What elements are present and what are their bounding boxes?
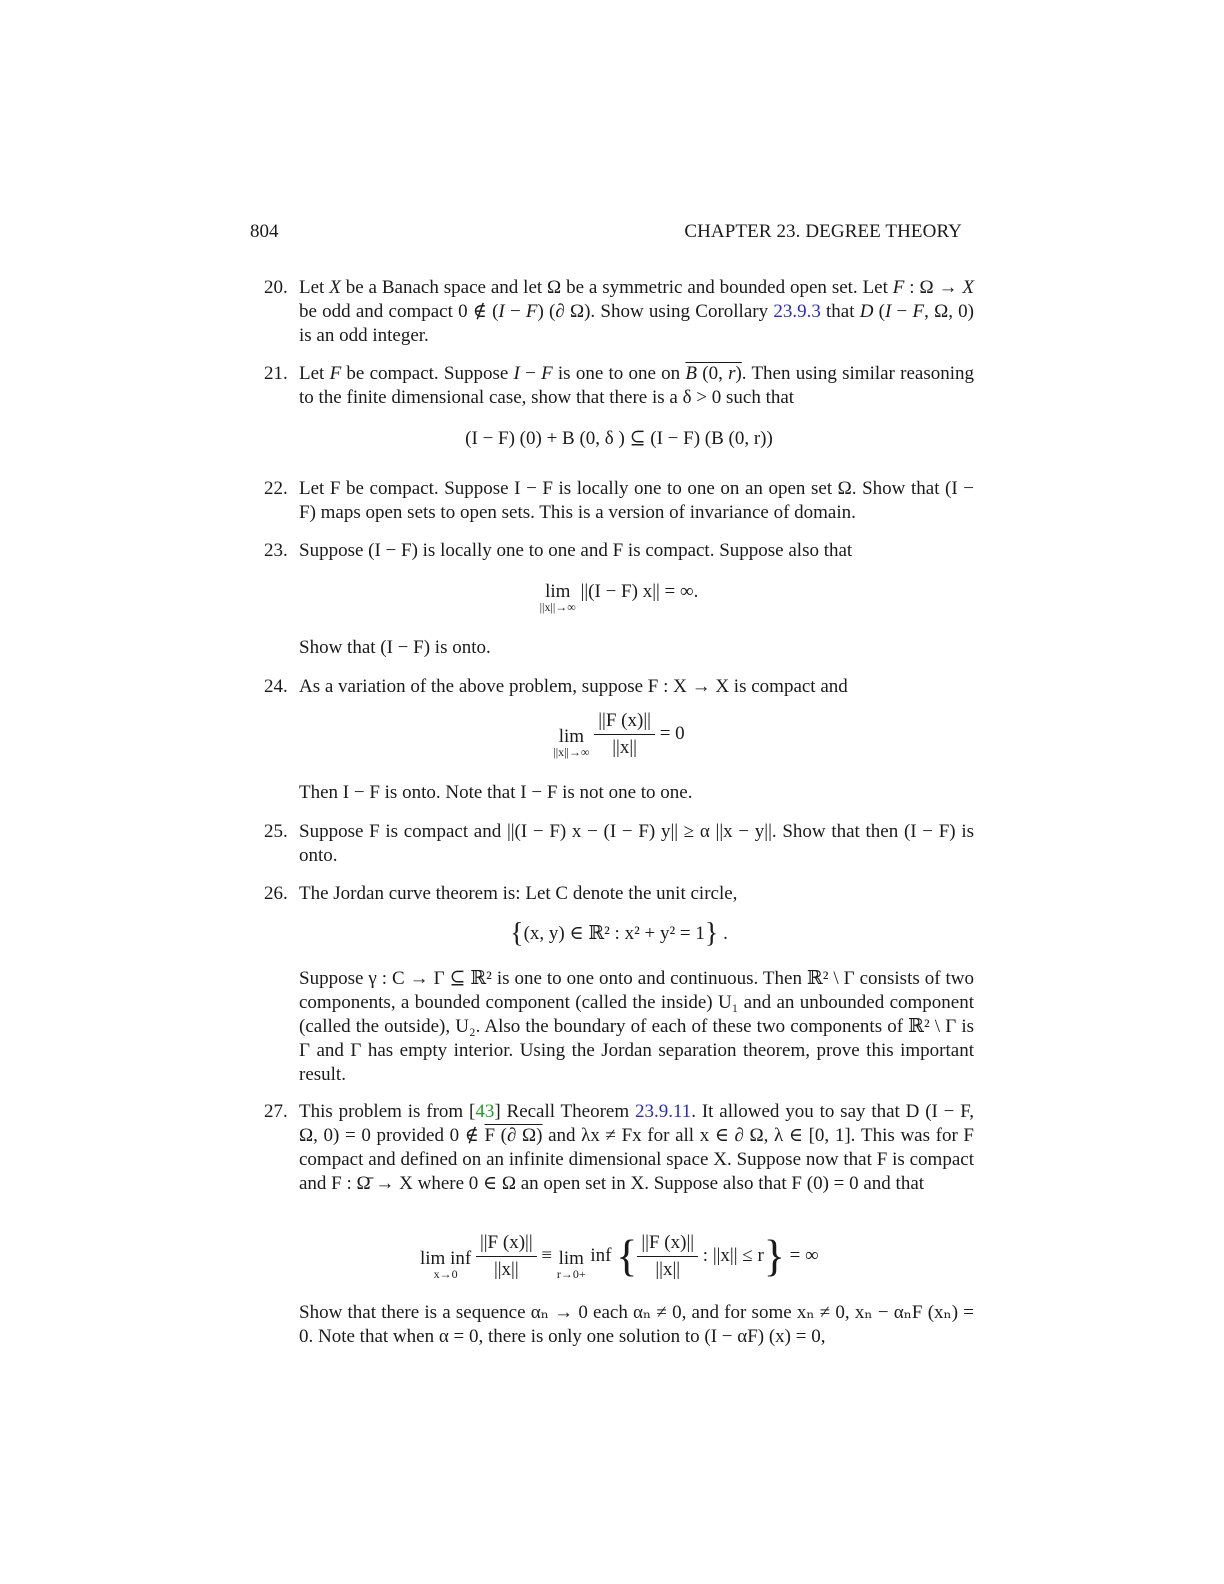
problem-number: 26. <box>264 883 288 904</box>
display-equation-24: lim ||x||→∞ $\frac{||F (x)||}{||x||}$ = 0 <box>553 710 685 759</box>
page-number: 804 <box>250 221 279 242</box>
problem-number: 27. <box>264 1101 288 1122</box>
problem-number: 24. <box>264 676 288 697</box>
corollary-link[interactable]: 23.9.3 <box>773 301 821 322</box>
theorem-link[interactable]: 23.9.11 <box>634 1101 692 1122</box>
display-equation-27: lim inf x→0 $\frac{||F (x)||}{||x||}$ ≡ lim r→0+ inf { $\frac{||F (x)||}{||x||}$ : ||x|| ≤ r} = ∞ <box>420 1231 819 1281</box>
problem-26-followup: Suppose γ : C → Γ ⊆ ℝ² is one to one onto and continuous. Then ℝ² \ Γ consists of two components, a bounded component (called the inside) U₁ and an unbounded component (called the outside), U₂. Also the boundary of each of these two components of ℝ² \ Γ is Γ and Γ has empty interior. Using the Jordan separation theorem, prove this important result. <box>299 968 974 1085</box>
problem-22: 22. Let F be compact. Suppose I − F is locally one to one on an open set Ω. Show that (I − F) maps open sets to open sets. This is a version of invariance of domain. <box>264 478 974 523</box>
problem-27-followup: Show that there is a sequence αₙ → 0 each αₙ ≠ 0, and for some xₙ ≠ 0, xₙ − αₙF (xₙ) = 0. Note that when α = 0, there is only one solution to (I − αF) (x) = 0, <box>299 1302 974 1347</box>
problem-number: 25. <box>264 821 288 842</box>
problem-27: 27. This problem is from [43] Recall Theorem 23.9.11. It allowed you to say that D (I − F, Ω, 0) = 0 provided 0 ∉ F (∂ Ω) and λx ≠ Fx for all x ∈ ∂ Ω, λ ∈ [0, 1]. This was for F compact and defined on an infinite dimensional space X. Suppose now that F is compact and F : Ω̄ → X where 0 ∈ Ω an open set in X. Suppose also that F (0) = 0 and that <box>264 1101 975 1194</box>
problem-23: 23. Suppose (I − F) is locally one to one and F is compact. Suppose also that <box>264 540 853 561</box>
display-equation-26: {(x, y) ∈ ℝ² : x² + y² = 1} . <box>510 918 728 949</box>
problem-25: 25. Suppose F is compact and ||(I − F) x − (I − F) y|| ≥ α ||x − y||. Show that then (I − F) is onto. <box>264 821 974 866</box>
display-equation-23: lim ||x||→∞ ||(I − F) x|| = ∞. <box>539 581 699 614</box>
problem-number: 20. <box>264 277 288 298</box>
problem-number: 21. <box>264 363 288 384</box>
display-equation-21: (I − F) (0) + B (0, δ ) ⊆ (I − F) (B (0, r)) <box>465 428 773 449</box>
problem-21: 21. Let F be compact. Suppose I − F is one to one on B (0, r). Then using similar reasoning to the finite dimensional case, show that there is a δ > 0 such that <box>264 363 974 408</box>
problem-number: 23. <box>264 540 288 561</box>
problem-24: 24. As a variation of the above problem, suppose F : X → X is compact and <box>264 676 848 697</box>
problem-number: 22. <box>264 478 288 499</box>
problem-24-followup: Then I − F is onto. Note that I − F is not one to one. <box>299 782 693 803</box>
running-header: CHAPTER 23. DEGREE THEORY <box>684 221 962 242</box>
problem-23-followup: Show that (I − F) is onto. <box>299 637 491 658</box>
problem-26: 26. The Jordan curve theorem is: Let C denote the unit circle, <box>264 883 738 904</box>
citation-link[interactable]: 43 <box>475 1101 495 1122</box>
problem-20: 20. Let X be a Banach space and let Ω be a symmetric and bounded open set. Let F : Ω → X be odd and compact 0 ∉ (I − F) (∂ Ω). Show using Corollary 23.9.3 that D (I − F, Ω, 0) is an odd integer. <box>264 277 974 346</box>
